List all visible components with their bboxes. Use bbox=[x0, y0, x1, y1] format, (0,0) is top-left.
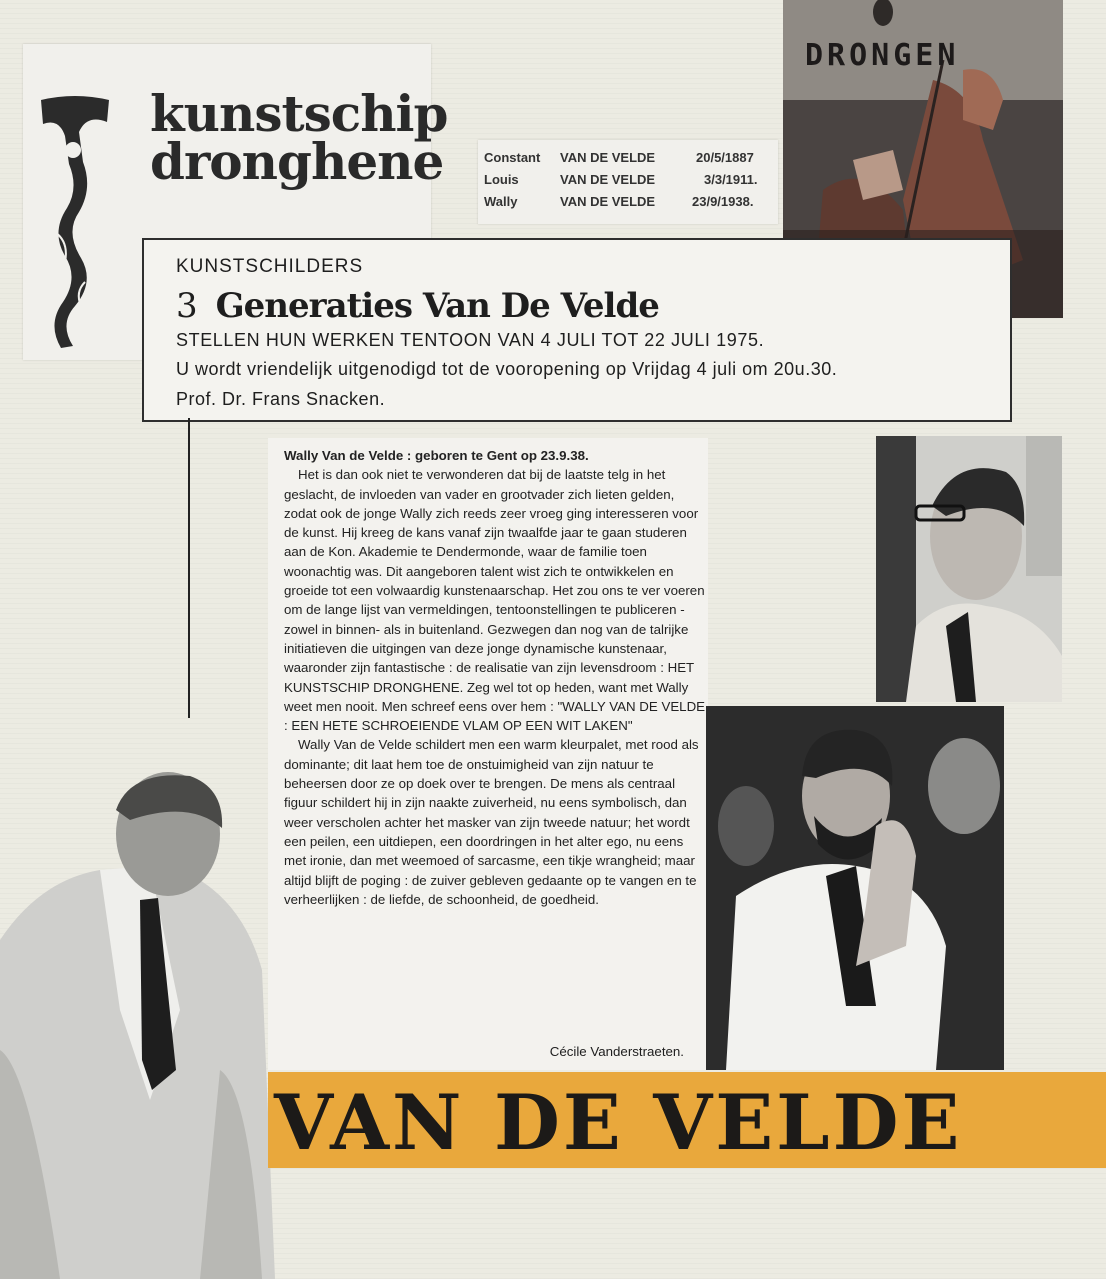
painter-first-name: Wally bbox=[484, 194, 518, 209]
portrait-photo-bearded bbox=[706, 706, 1004, 1070]
painter-first-name: Louis bbox=[484, 172, 519, 187]
caryatid-figure-icon bbox=[35, 92, 115, 354]
connector-line bbox=[188, 418, 190, 718]
painter-date: 23/9/1938. bbox=[692, 194, 754, 209]
banner-text: VAN DE VELDE bbox=[274, 1078, 963, 1167]
invitation-number: 3 bbox=[176, 286, 198, 326]
man-in-suit-image bbox=[0, 770, 275, 1279]
logo-title-line2: dronghene bbox=[150, 132, 444, 191]
painter-surname: VAN DE VELDE bbox=[560, 150, 656, 165]
man-with-glasses-image bbox=[876, 436, 1062, 702]
invitation-headline-text: Generaties Van De Velde bbox=[215, 286, 659, 326]
painter-surname: VAN DE VELDE bbox=[560, 172, 656, 187]
article-paragraph: Het is dan ook niet te verwonderen dat bij de laatste telg in het geslacht, de invloeden van vader en grootvader zich lieten gelden, zodat ook de jonge Wally zich reeds zeer vroeg ging interesseren voor de kunst. Hij kreeg de kans vanaf zijn twaalfde jaar te gaan studeren aan de Kon. Akademie te Dendermonde, waar de familie toen woonachtig was. Dit aangeboren talent wist zich te ontwikkelen en groeide tot een volwaardig kunstenaarschap. Het zou ons te ver voeren om de lange lijst van vermeldingen, tentoonstellingen te publiceren - zowel in binnen- als in buitenland. Gezwegen dan nog van de talrijke initiatieven die uitgingen van deze jonge dynamische kunstenaar, waaronder zijn fantastische : de realisatie van zijn levensdroom : HET KUNSTSCHIP DRONGHENE. Zeg wel tot op heden, want met Wally weet men nooit. Men schreef eens over hem : "WALLY VAN DE VELDE : EEN HETE SCHROEIENDE VLAM OP EEN WIT LAKEN" bbox=[284, 467, 706, 734]
bearded-man-image bbox=[706, 706, 1004, 1070]
logo-title bbox=[150, 84, 448, 191]
portrait-photo-glasses bbox=[876, 436, 1062, 702]
invitation-headline bbox=[176, 286, 659, 326]
name-banner bbox=[268, 1072, 1106, 1168]
invitation-signature: Prof. Dr. Frans Snacken. bbox=[176, 389, 386, 409]
article-paragraph: Wally Van de Velde schildert men een warm kleurpalet, met rood als dominante; dit laat hem toe de onstuimigheid van zijn natuur te beheersen door ze op doek over te brengen. De mens als centraal figuur schildert hij in zijn naakte zuiverheid, nu eens symbolisch, dan weer verscholen achter het masker van zijn tweede natuur; het wordt een peilen, een uitdiepen, een doordringen in het alter ego, nu eens met ironie, dan met weemoed of sarcasme, een tikje wrangheid; maar altijd blijft de poging : de zuiver gebleven gedaante op te vangen en te verheerlijken : de liefde, de schoonheid, de goedheid. bbox=[284, 737, 699, 907]
invitation-dates-line: STELLEN HUN WERKEN TENTOON VAN 4 JULI TOT 22 JULI 1975. bbox=[176, 330, 765, 350]
invitation-kicker: KUNSTSCHILDERS bbox=[176, 256, 364, 277]
painter-first-name: Constant bbox=[484, 150, 541, 165]
invitation-box bbox=[142, 238, 1012, 422]
painter-dates-clipping bbox=[478, 140, 778, 224]
painter-surname: VAN DE VELDE bbox=[560, 194, 656, 209]
poster-title: DRONGEN bbox=[805, 38, 960, 73]
portrait-photo-suit bbox=[0, 770, 275, 1279]
painter-date: 3/3/1911. bbox=[704, 172, 758, 187]
logo-title-line1: kunstschip bbox=[150, 84, 448, 143]
article-author: Cécile Vanderstraeten. bbox=[549, 1044, 684, 1059]
invitation-opening-line: U wordt vriendelijk uitgenodigd tot de vooropening op Vrijdag 4 juli om 20u.30. bbox=[176, 359, 838, 379]
painter-date: 20/5/1887 bbox=[696, 150, 754, 165]
article-body bbox=[284, 446, 709, 909]
article-clipping bbox=[268, 438, 708, 1070]
article-heading: Wally Van de Velde : geboren te Gent op 23.9.38. bbox=[284, 448, 589, 463]
